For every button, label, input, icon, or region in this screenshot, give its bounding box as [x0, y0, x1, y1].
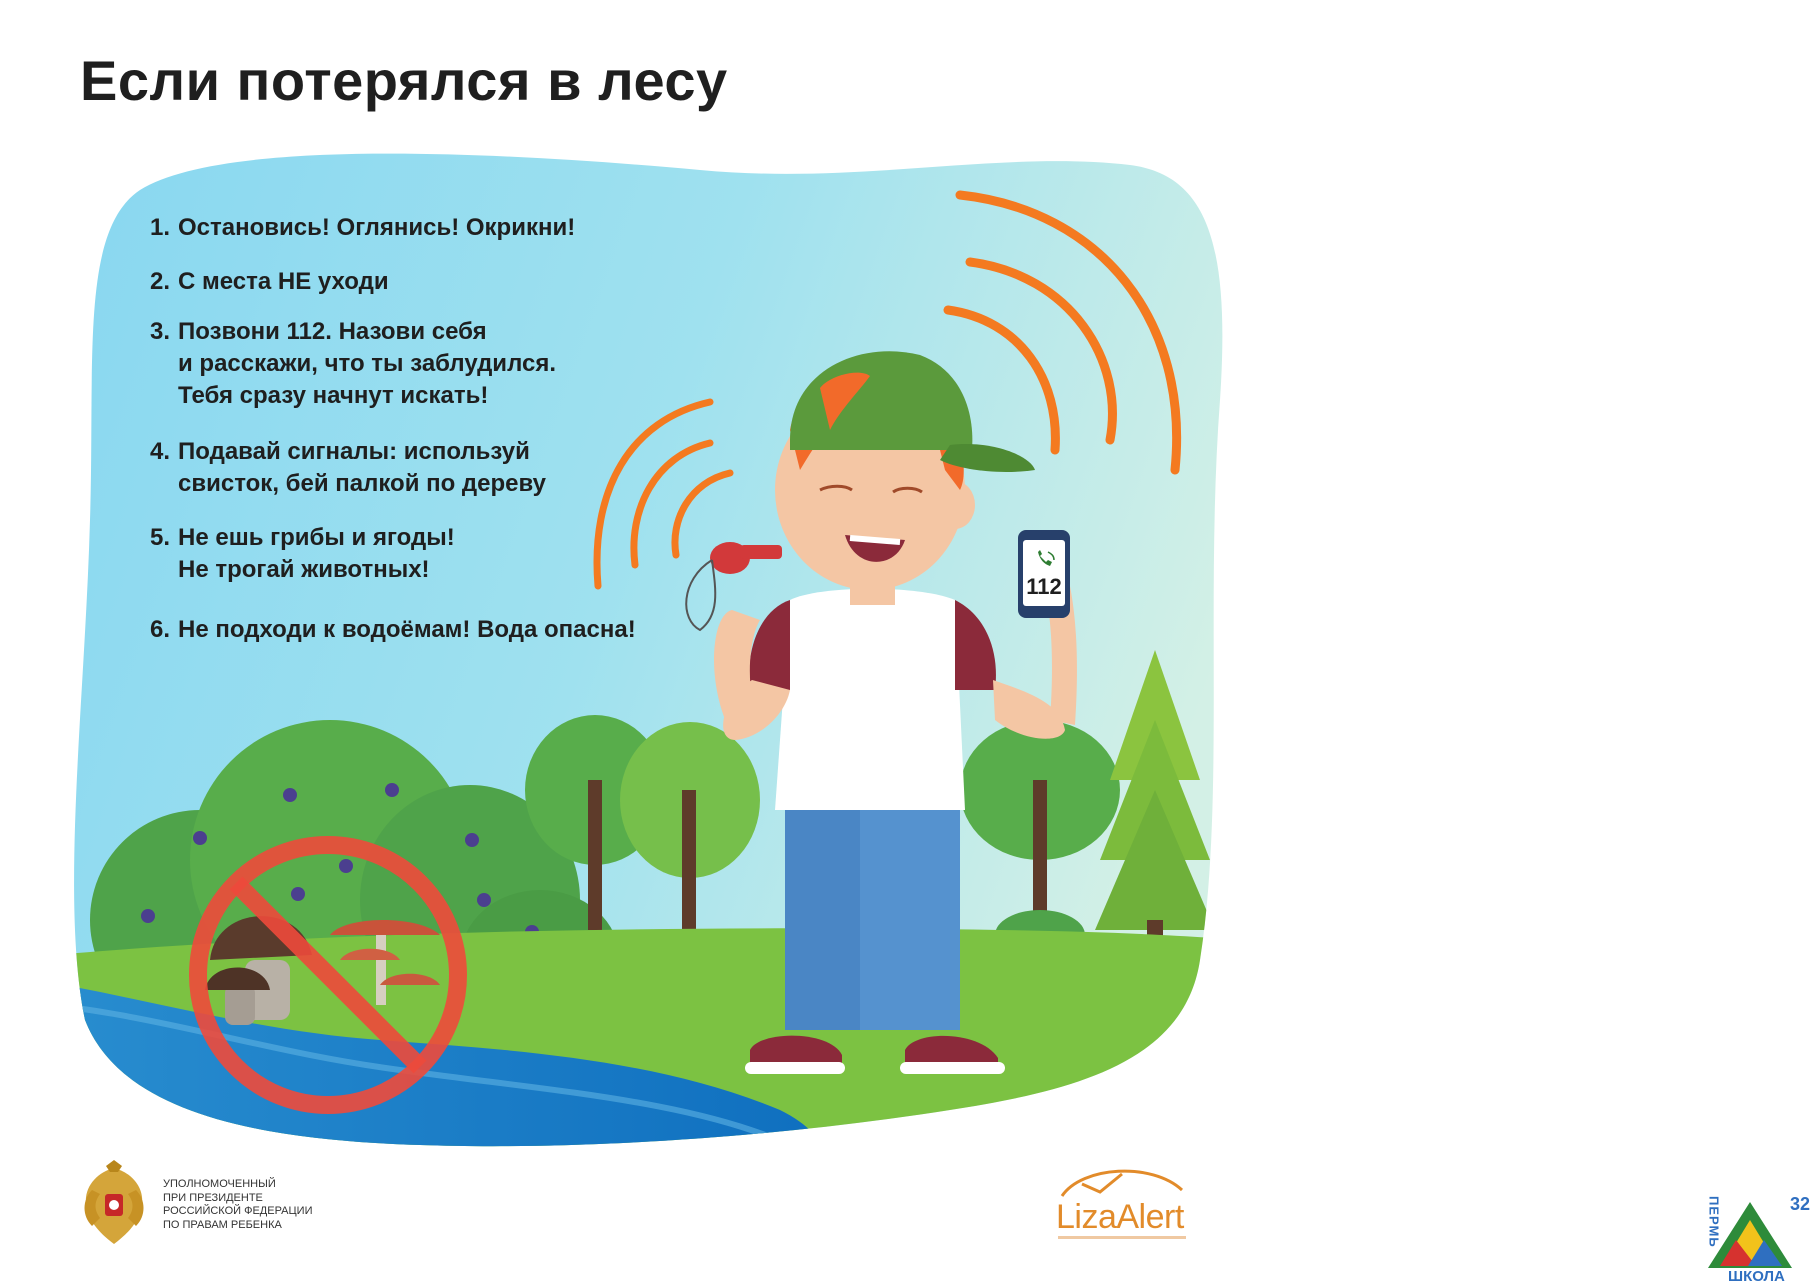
school-vertical-label: ПЕРМЬ	[1706, 1196, 1722, 1248]
ombudsman-caption: УПОЛНОМОЧЕННЫЙ ПРИ ПРЕЗИДЕНТЕ РОССИЙСКОЙ ФЕДЕРАЦИИ ПО ПРАВАМ РЕБЕНКА	[163, 1178, 313, 1231]
school-number: 32	[1790, 1194, 1810, 1214]
tip-text: Тебя сразу начнут искать!	[178, 382, 489, 409]
ombudsman-logo	[78, 1160, 358, 1250]
tip-number: 1.	[150, 214, 171, 241]
tip-3	[150, 316, 710, 412]
page-title: Если потерялся в лесу	[80, 49, 728, 112]
tip-number: 3.	[150, 318, 171, 345]
tip-text: Подавай сигналы: используй	[178, 438, 530, 465]
tip-number: 4.	[150, 438, 171, 465]
tip-text: Не подходи к водоёмам! Вода опасна!	[178, 616, 636, 643]
tip-number: 6.	[150, 616, 171, 643]
tip-text: С места НЕ уходи	[178, 268, 389, 295]
phone-number: 112	[1026, 574, 1062, 599]
tip-1	[150, 212, 710, 244]
coat-of-arms-icon	[78, 1160, 150, 1250]
safety-tips-list	[150, 212, 710, 646]
tip-text: Позвони 112. Назови себя	[178, 318, 487, 345]
tip-number: 5.	[150, 524, 171, 551]
tip-text: и расскажи, что ты заблудился.	[178, 350, 557, 377]
tip-text: свисток, бей палкой по дереву	[178, 470, 547, 497]
tip-text: Не ешь грибы и ягоды!	[178, 524, 455, 551]
tip-5	[150, 522, 710, 586]
tip-2	[150, 266, 710, 298]
lizaalert-wordmark: LizaAlert	[1056, 1198, 1184, 1236]
lizaalert-logo	[1052, 1160, 1192, 1240]
school-logo	[1700, 1190, 1810, 1281]
tip-text: Не трогай животных!	[178, 556, 430, 583]
tip-number: 2.	[150, 268, 171, 295]
school-label: ШКОЛА	[1728, 1268, 1785, 1281]
tip-6	[150, 614, 710, 646]
tip-4	[150, 436, 710, 500]
tip-text: Остановись! Оглянись! Окрикни!	[178, 214, 576, 241]
